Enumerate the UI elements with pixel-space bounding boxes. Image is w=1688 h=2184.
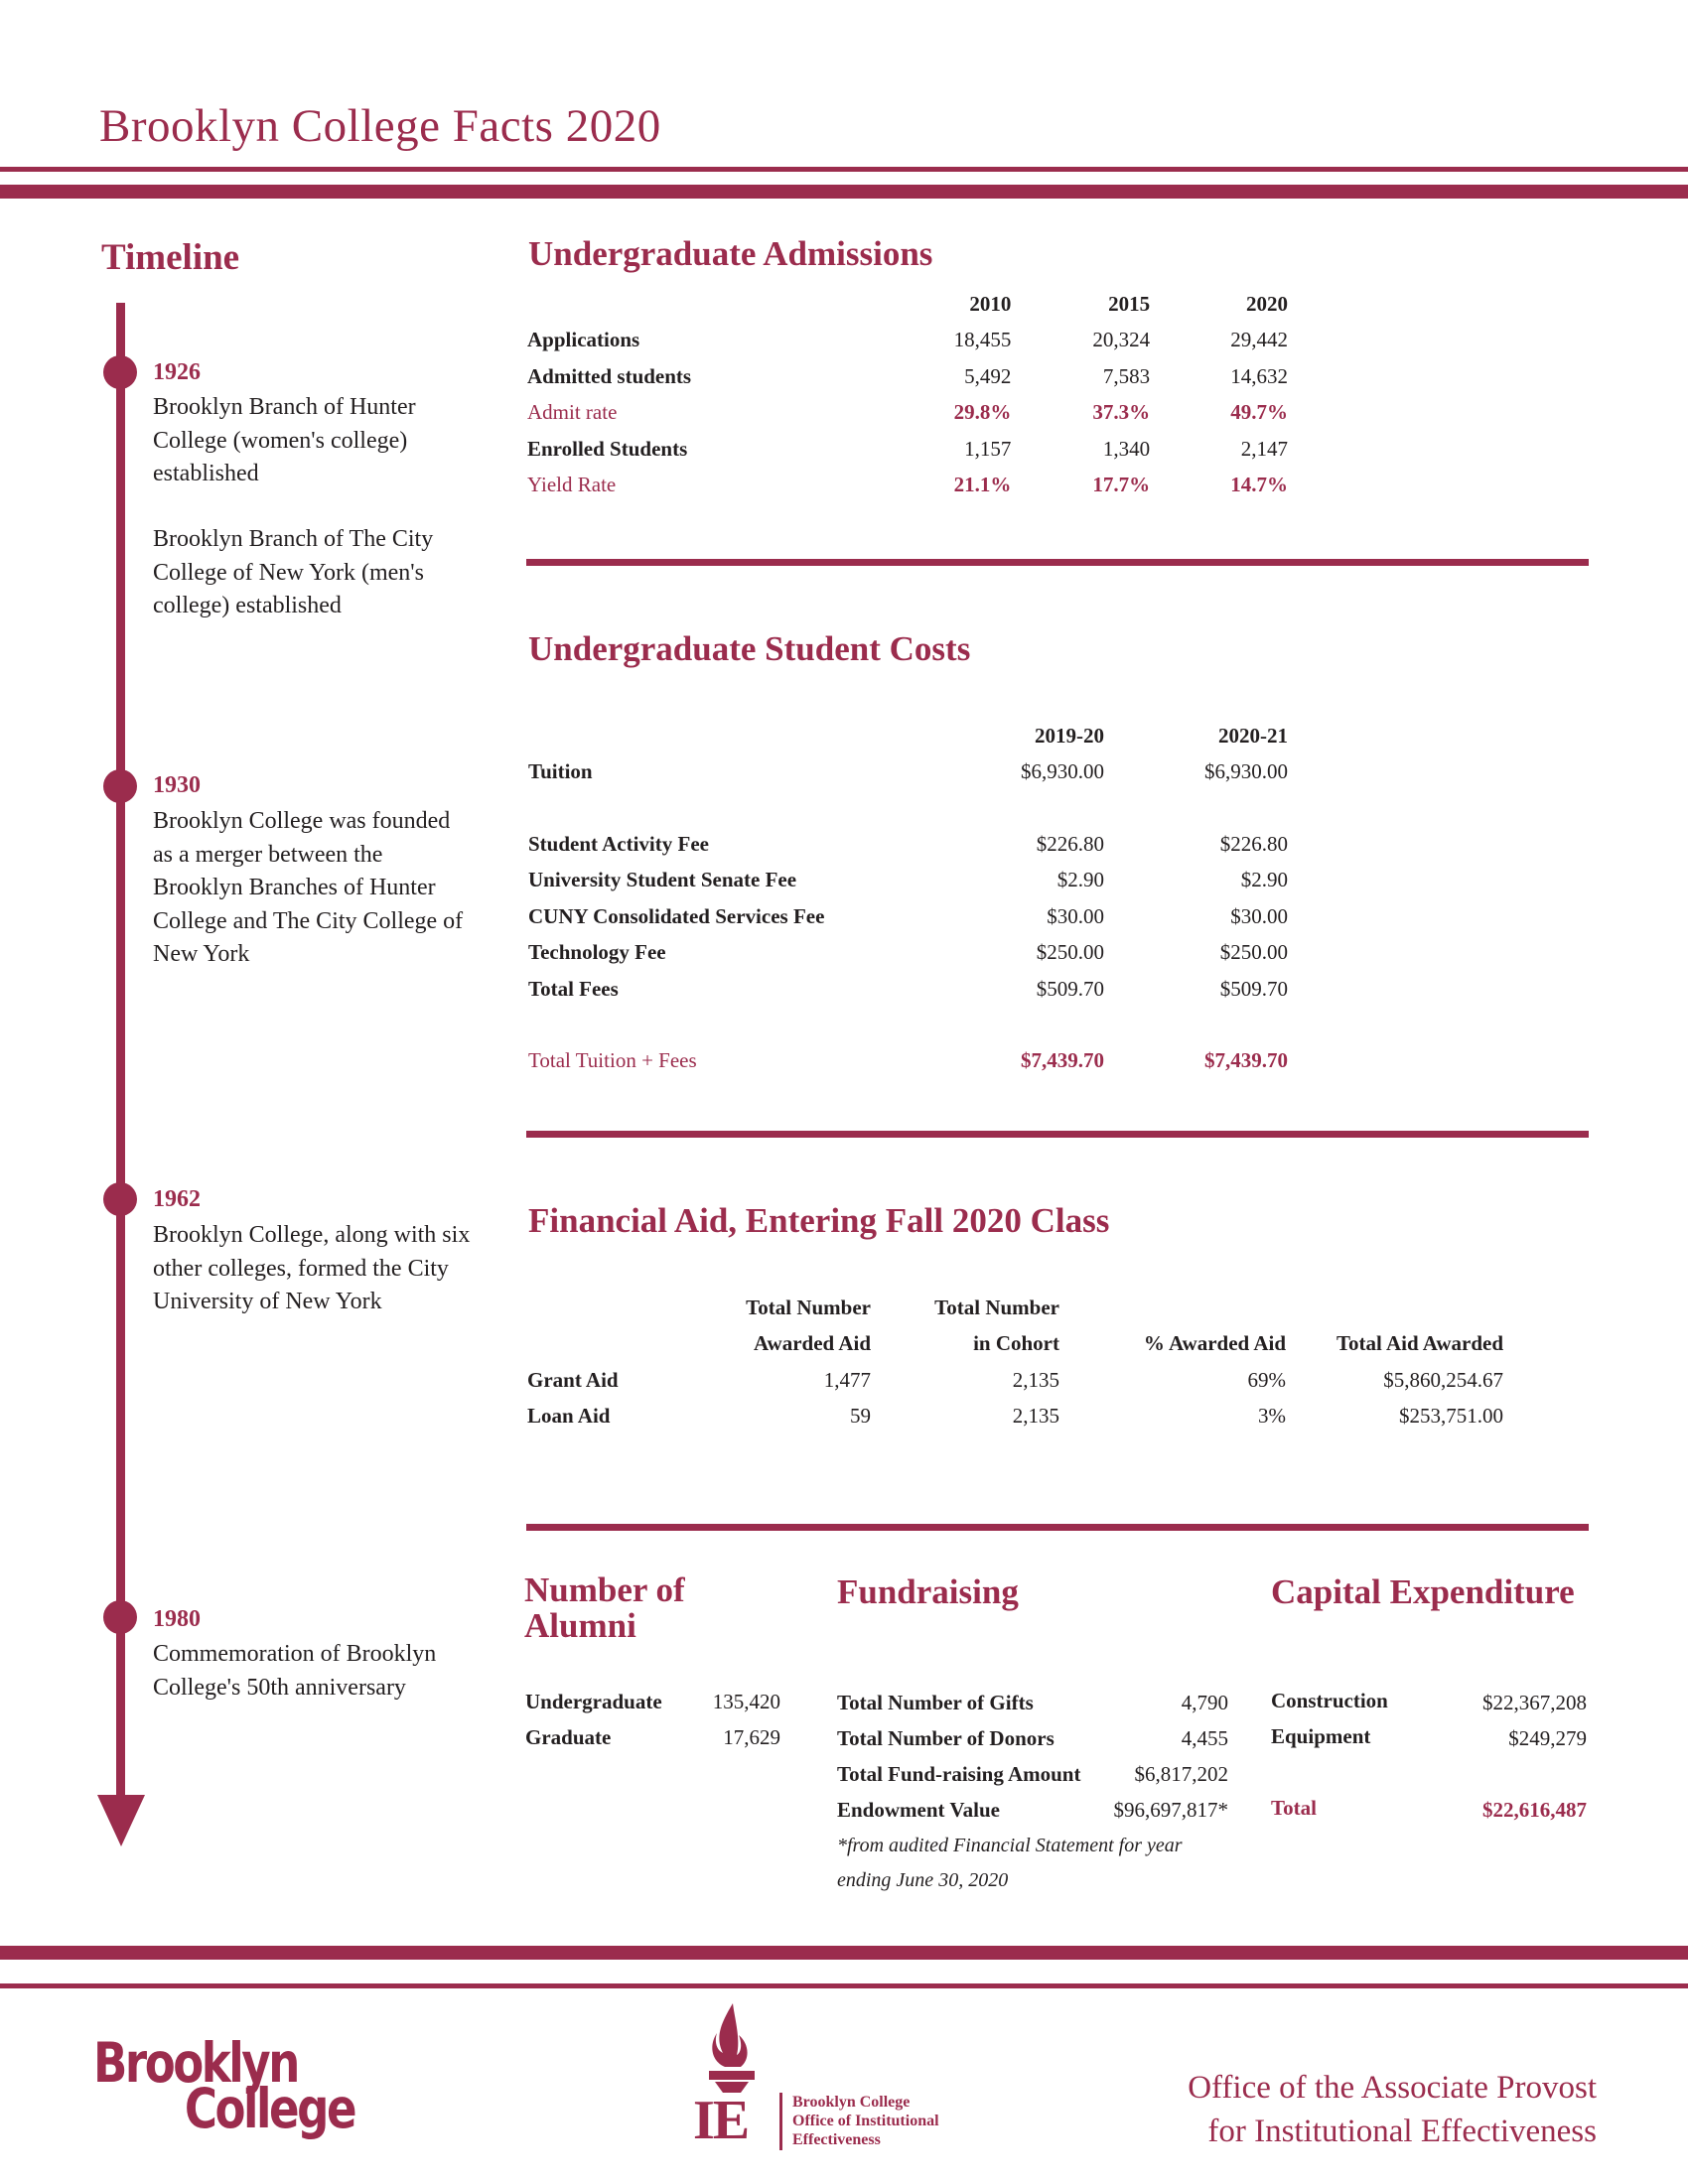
table-header-cell: % Awarded Aid xyxy=(1143,1331,1286,1356)
capital-total-value: $22,616,487 xyxy=(1482,1798,1587,1822)
ie-divider xyxy=(779,2093,782,2150)
alumni-label: Undergraduate xyxy=(525,1690,662,1713)
header-rule-thick xyxy=(0,185,1688,199)
capital-total-label: Total xyxy=(1271,1796,1317,1820)
table-cell: 14.7% xyxy=(1230,473,1288,497)
table-header-cell xyxy=(1286,1290,1503,1326)
ie-logo-line: Effectiveness xyxy=(792,2131,881,2148)
table-cell: 2,147 xyxy=(1240,436,1288,461)
table-cell: 20,324 xyxy=(1092,328,1151,352)
table-row xyxy=(528,754,1288,791)
row-label: Grant Aid xyxy=(527,1367,619,1392)
table-cell: $6,930.00 xyxy=(1204,759,1288,784)
table-cell: $509.70 xyxy=(1219,976,1288,1001)
alumni-heading xyxy=(524,1572,685,1644)
capital-value: $249,279 xyxy=(1508,1726,1587,1750)
office-name-line: Office of the Associate Provost xyxy=(1188,2070,1597,2106)
table-row xyxy=(527,358,1288,395)
timeline-dot xyxy=(103,1600,137,1634)
footnote xyxy=(837,1829,1183,1898)
row-label: Total Fees xyxy=(528,976,619,1001)
table-cell: $2.90 xyxy=(1240,868,1288,892)
table-row xyxy=(527,468,1288,504)
fundraising-label: Total Fund-raising Amount xyxy=(837,1762,1081,1786)
table-cell: $253,751.00 xyxy=(1399,1404,1503,1429)
table-row xyxy=(528,863,1288,899)
office-name-line: for Institutional Effectiveness xyxy=(1207,2114,1597,2149)
aid-heading: Financial Aid, Entering Fall 2020 Class xyxy=(528,1201,1110,1240)
table-cell: 1,340 xyxy=(1102,436,1151,461)
table-cell: $250.00 xyxy=(1036,940,1104,965)
timeline-year: 1926 xyxy=(153,359,201,385)
table-header-cell: Awarded Aid xyxy=(753,1331,871,1356)
table-header-cell xyxy=(528,718,906,754)
fundraising-value: 4,455 xyxy=(1181,1726,1228,1750)
ie-logo-line: Office of Institutional xyxy=(792,2113,939,2129)
table-cell: $7,439.70 xyxy=(1204,1048,1288,1073)
brooklyn-college-logo xyxy=(93,2031,355,2140)
table-cell: $6,930.00 xyxy=(1021,759,1104,784)
timeline-year: 1962 xyxy=(153,1186,201,1212)
admissions-table xyxy=(527,286,1288,503)
table-cell: $226.80 xyxy=(1036,831,1104,856)
spacer-row xyxy=(528,790,1288,826)
table-row xyxy=(527,1399,1503,1435)
table-cell: 29.8% xyxy=(953,400,1012,425)
page-title: Brooklyn College Facts 2020 xyxy=(99,100,661,152)
row-label: Yield Rate xyxy=(527,473,617,497)
section-divider xyxy=(526,559,1589,566)
section-divider xyxy=(526,1131,1589,1138)
row-label: Admit rate xyxy=(527,400,618,425)
fundraising-value: $6,817,202 xyxy=(1134,1762,1228,1786)
table-cell: 21.1% xyxy=(953,473,1012,497)
timeline-line xyxy=(116,303,125,1802)
timeline-year: 1980 xyxy=(153,1606,201,1632)
capital-heading: Capital Expenditure xyxy=(1271,1572,1575,1611)
logo-line: Brooklyn xyxy=(93,2031,298,2095)
table-cell: $226.80 xyxy=(1219,831,1288,856)
aid-table xyxy=(527,1290,1503,1434)
row-label: CUNY Consolidated Services Fee xyxy=(528,903,825,928)
table-cell: 17.7% xyxy=(1092,473,1151,497)
table-cell: $30.00 xyxy=(1047,903,1104,928)
fundraising-label: Endowment Value xyxy=(837,1798,1000,1822)
row-label: Technology Fee xyxy=(528,940,666,965)
row-label: Tuition xyxy=(528,759,593,784)
table-cell: 2,135 xyxy=(1012,1367,1059,1392)
table-cell: 5,492 xyxy=(964,363,1012,388)
table-header-cell: 2010 xyxy=(969,291,1012,316)
table-row xyxy=(528,935,1288,972)
timeline-event-text: Brooklyn College, along with six other colleges, formed the City University of New York xyxy=(153,1222,471,1314)
table-row xyxy=(528,898,1288,935)
table-cell: 29,442 xyxy=(1230,328,1288,352)
table-header-cell: in Cohort xyxy=(973,1331,1059,1356)
table-cell: 14,632 xyxy=(1230,363,1288,388)
alumni-value: 135,420 xyxy=(712,1690,780,1713)
alumni-value: 17,629 xyxy=(723,1725,780,1749)
timeline-heading: Timeline xyxy=(101,237,240,278)
table-header-row xyxy=(527,1290,1503,1326)
table-cell: $5,860,254.67 xyxy=(1383,1367,1503,1392)
timeline-dot xyxy=(103,355,137,389)
timeline-arrow-icon xyxy=(97,1795,145,1846)
timeline-dot xyxy=(103,1182,137,1216)
table-header-row xyxy=(527,1326,1503,1363)
table-header-row xyxy=(527,286,1288,323)
section-divider xyxy=(526,1524,1589,1531)
table-header-cell xyxy=(527,286,893,323)
table-row xyxy=(528,1043,1288,1080)
table-cell: $7,439.70 xyxy=(1021,1048,1104,1073)
table-cell: $250.00 xyxy=(1219,940,1288,965)
timeline-event-text: Brooklyn Branch of The City College of New York (men's college) established xyxy=(153,526,434,618)
table-row xyxy=(527,1362,1503,1399)
table-row xyxy=(527,323,1288,359)
capital-label: Equipment xyxy=(1271,1724,1371,1748)
table-cell: $2.90 xyxy=(1056,868,1104,892)
timeline-dot xyxy=(103,769,137,803)
table-cell: 1,157 xyxy=(964,436,1012,461)
alumni-heading-line: Alumni xyxy=(524,1606,636,1645)
table-header-cell: Total Number xyxy=(934,1295,1059,1319)
row-label: Student Activity Fee xyxy=(528,831,709,856)
capital-value: $22,367,208 xyxy=(1482,1691,1587,1714)
table-header-cell: 2020 xyxy=(1246,291,1288,316)
table-cell: 69% xyxy=(1247,1367,1286,1392)
costs-heading: Undergraduate Student Costs xyxy=(528,629,971,668)
table-row xyxy=(528,971,1288,1008)
table-header-cell: 2020-21 xyxy=(1218,723,1288,748)
fundraising-label: Total Number of Donors xyxy=(837,1726,1055,1750)
fundraising-label: Total Number of Gifts xyxy=(837,1691,1034,1714)
row-label: Enrolled Students xyxy=(527,436,688,461)
table-cell: 1,477 xyxy=(823,1367,871,1392)
logo-line: College xyxy=(184,2077,355,2140)
table-header-cell: Total Aid Awarded xyxy=(1336,1331,1503,1356)
costs-table xyxy=(528,718,1288,1079)
alumni-label: Graduate xyxy=(525,1725,612,1749)
table-cell: 2,135 xyxy=(1012,1404,1059,1429)
timeline-event-text: Brooklyn Branch of Hunter College (women's college) established xyxy=(153,394,416,486)
table-header-cell xyxy=(1059,1290,1286,1326)
footnote-line: *from audited Financial Statement for year xyxy=(837,1835,1183,1856)
table-cell: $509.70 xyxy=(1036,976,1104,1001)
table-cell: $30.00 xyxy=(1230,903,1288,928)
table-header-cell: 2019-20 xyxy=(1035,723,1104,748)
footer-rule-thin xyxy=(0,1983,1688,1988)
row-label: Total Tuition + Fees xyxy=(528,1048,697,1073)
table-cell: 59 xyxy=(850,1404,871,1429)
ie-logo-line: Brooklyn College xyxy=(792,2094,911,2111)
row-label: University Student Senate Fee xyxy=(528,868,797,892)
footnote-line: ending June 30, 2020 xyxy=(837,1869,1009,1891)
table-row xyxy=(527,395,1288,432)
table-cell: 7,583 xyxy=(1102,363,1151,388)
row-label: Applications xyxy=(527,328,640,352)
spacer-row xyxy=(528,1008,1288,1043)
office-name xyxy=(1188,2066,1597,2153)
fundraising-heading: Fundraising xyxy=(837,1572,1019,1611)
fundraising-value: 4,790 xyxy=(1181,1691,1228,1714)
table-header-cell: 2015 xyxy=(1108,291,1151,316)
row-label: Admitted students xyxy=(527,363,692,388)
alumni-heading-line: Number of xyxy=(524,1570,685,1609)
table-header-cell: Total Number xyxy=(746,1295,871,1319)
table-cell: 49.7% xyxy=(1230,400,1288,425)
table-cell: 37.3% xyxy=(1092,400,1151,425)
ie-monogram: IE xyxy=(693,2090,749,2151)
table-row xyxy=(528,826,1288,863)
table-cell: 18,455 xyxy=(953,328,1012,352)
footer-rule-thick xyxy=(0,1946,1688,1960)
row-label: Loan Aid xyxy=(527,1404,611,1429)
table-header-row xyxy=(528,718,1288,754)
fundraising-value: $96,697,817* xyxy=(1113,1798,1228,1822)
ie-logo-text xyxy=(792,2093,939,2149)
timeline-event-text: Brooklyn College was founded as a merger between the Brooklyn Branches of Hunter College and The City College of New York xyxy=(153,808,464,967)
timeline-event-text: Commemoration of Brooklyn College's 50th anniversary xyxy=(153,1641,437,1701)
admissions-heading: Undergraduate Admissions xyxy=(528,234,933,273)
capital-label: Construction xyxy=(1271,1689,1388,1712)
table-cell: 3% xyxy=(1258,1404,1286,1429)
timeline-year: 1930 xyxy=(153,772,201,798)
header-rule-thin xyxy=(0,167,1688,172)
table-row xyxy=(527,431,1288,468)
